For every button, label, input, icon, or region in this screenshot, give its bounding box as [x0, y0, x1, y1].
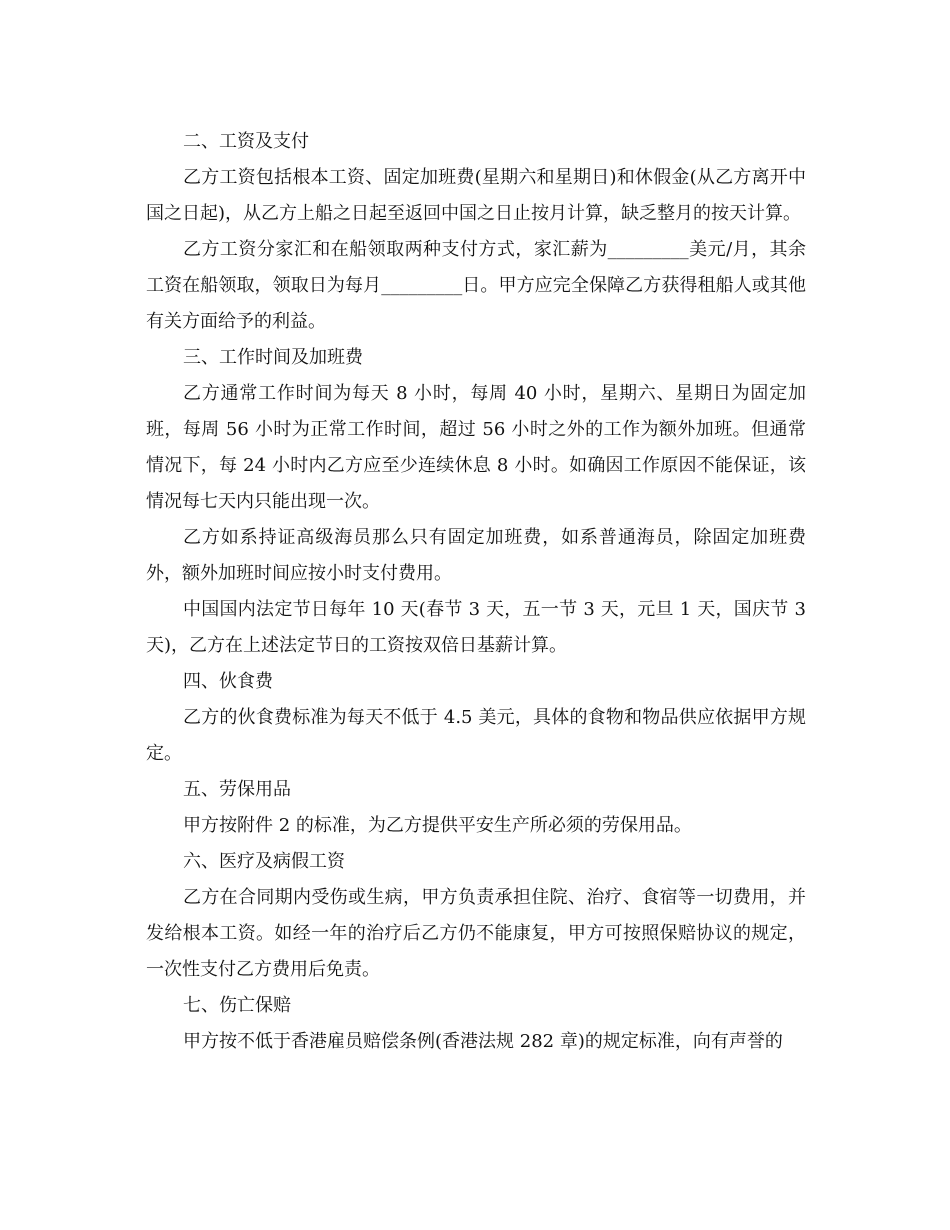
paragraph-medical: 乙方在合同期内受伤或生病，甲方负责承担住院、治疗、食宿等一切费用，并发给根本工资。如经一年的治疗后乙方仍不能康复，甲方可按照保赔协议的规定，一次性支付乙方费用后免责。	[146, 887, 806, 980]
paragraph-protective-gear: 甲方按附件 2 的标准，为乙方提供平安生产所必须的劳保用品。	[183, 815, 692, 836]
section-heading-working-hours: 三、工作时间及加班费	[183, 347, 363, 368]
paragraph-injury-compensation: 甲方按不低于香港雇员赔偿条例(香港法规 282 章)的规定标准，向有声誉的	[183, 1031, 783, 1052]
section-heading-injury-compensation: 七、伤亡保赔	[183, 995, 291, 1016]
document-body	[146, 124, 806, 1060]
section-heading-meals: 四、伙食费	[183, 671, 273, 692]
paragraph-wages-payment: 乙方工资分家汇和在船领取两种支付方式，家汇薪为_________美元/月，其余工资在船领取，领取日为每月_________日。甲方应完全保障乙方获得租船人或其他有关方面给予的利益。	[146, 239, 806, 332]
section-heading-wages: 二、工资及支付	[183, 131, 309, 152]
section-heading-protective-gear: 五、劳保用品	[183, 779, 291, 800]
paragraph-working-hours: 乙方通常工作时间为每天 8 小时，每周 40 小时，星期六、星期日为固定加班，每周 56 小时为正常工作时间，超过 56 小时之外的工作为额外加班。但通常情况下，每 24 小时内乙方应至少连续休息 8 小时。如确因工作原因不能保证，该情况每七天内只能出现一次。	[146, 383, 806, 512]
paragraph-holidays: 中国国内法定节日每年 10 天(春节 3 天，五一节 3 天，元旦 1 天，国庆节 3 天)，乙方在上述法定节日的工资按双倍日基薪计算。	[146, 599, 806, 656]
section-heading-medical: 六、医疗及病假工资	[183, 851, 345, 872]
paragraph-wages-composition: 乙方工资包括根本工资、固定加班费(星期六和星期日)和休假金(从乙方离开中国之日起)，从乙方上船之日起至返回中国之日止按月计算，缺乏整月的按天计算。	[146, 167, 806, 224]
paragraph-overtime: 乙方如系持证高级海员那么只有固定加班费，如系普通海员，除固定加班费外，额外加班时间应按小时支付费用。	[146, 527, 806, 584]
paragraph-meals: 乙方的伙食费标准为每天不低于 4.5 美元，具体的食物和物品供应依据甲方规定。	[146, 707, 806, 764]
